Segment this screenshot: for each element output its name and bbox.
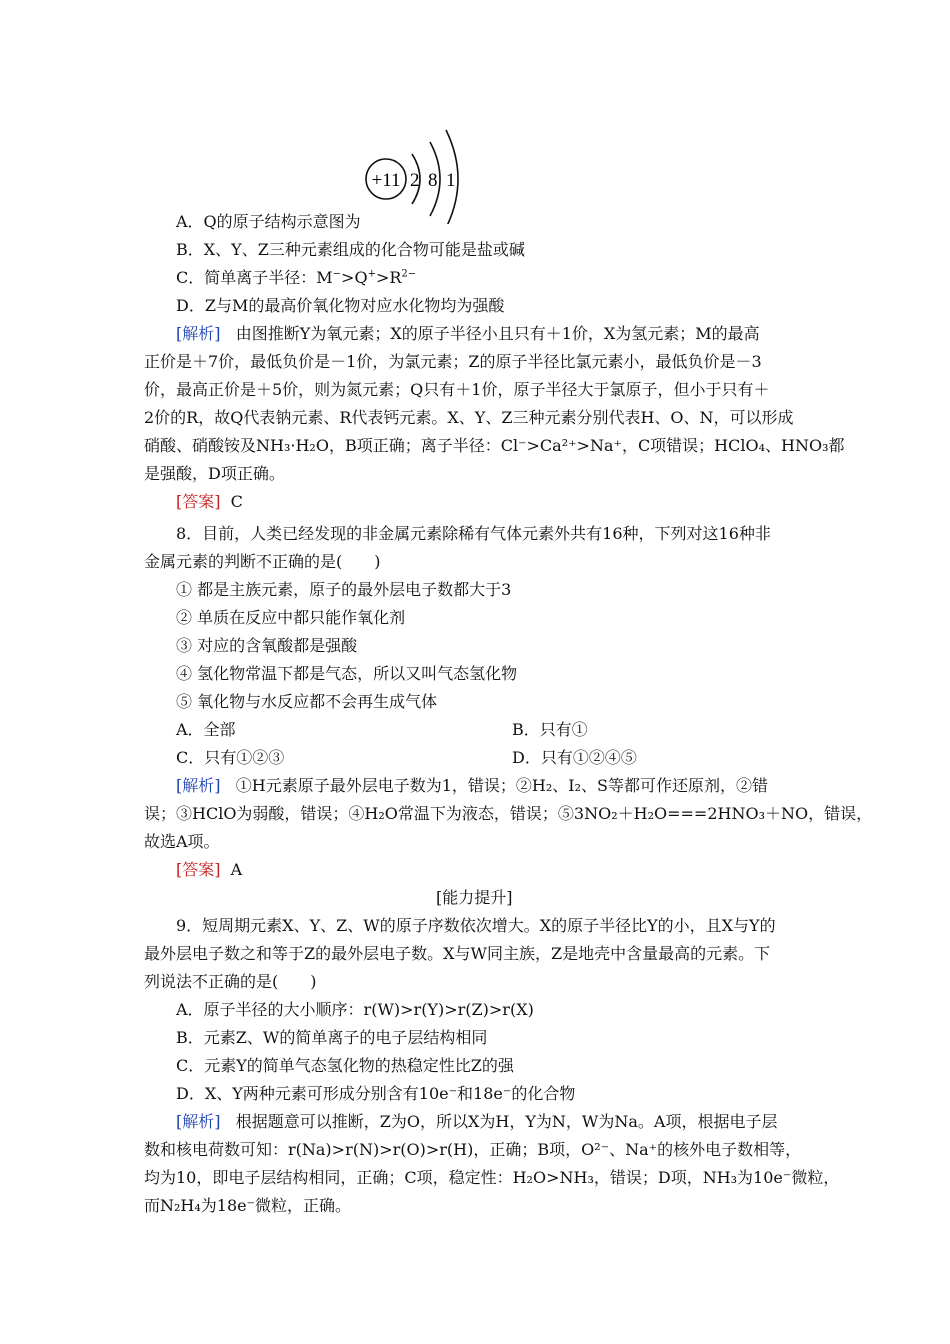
q8-item-4: ④ 氢化物常温下都是气态，所以又叫气态氢化物 xyxy=(176,664,518,683)
analysis-label: [解析] xyxy=(176,776,221,795)
q8-item-1: ① 都是主族元素，原子的最外层电子数都大于3 xyxy=(176,580,512,599)
superscript: + xyxy=(367,268,376,280)
q7-option-c-text: C．简单离子半径：M xyxy=(176,268,333,287)
q7-answer xyxy=(176,492,243,512)
q8-item-5: ⑤ 氧化物与水反应都不会再生成气体 xyxy=(176,692,438,711)
q7-analysis-line-3: 价，最高正价是＋5价，则为氮元素；Q只有＋1价，原子半径大于氯原子，但小于只有＋ xyxy=(144,380,770,399)
answer-label: [答案] xyxy=(176,860,221,879)
q7-option-c xyxy=(176,268,416,288)
q7-option-c-text: >Q xyxy=(341,268,368,287)
q8-analysis-line-1 xyxy=(176,776,768,796)
q8-option-d: D．只有①②④⑤ xyxy=(512,748,637,767)
q8-analysis-line-3: 故选A项。 xyxy=(144,832,220,851)
q7-option-d: D．Z与M的最高价氧化物对应水化物均为强酸 xyxy=(176,296,505,315)
answer-label: [答案] xyxy=(176,492,221,511)
shell-electrons-1: 2 xyxy=(410,170,420,191)
q9-analysis-line-2: 数和核电荷数可知：r(Na)>r(N)>r(O)>r(H)，正确；B项，O²⁻、Na⁺的核外电子数相等， xyxy=(144,1140,802,1159)
q9-option-b: B．元素Z、W的简单离子的电子层结构相同 xyxy=(176,1028,488,1047)
q7-analysis-line-1 xyxy=(176,324,760,344)
q9-analysis-line-4: 而N₂H₄为18e⁻微粒，正确。 xyxy=(144,1196,352,1215)
analysis-label: [解析] xyxy=(176,1112,221,1131)
analysis-text: 根据题意可以推断，Z为O，所以X为H，Y为N，W为Na。A项，根据电子层 xyxy=(235,1112,778,1131)
q8-analysis-line-2: 误；③HClO为弱酸，错误；④H₂O常温下为液态，错误；⑤3NO₂＋H₂O===2HNO₃＋NO，错误， xyxy=(144,804,873,823)
analysis-text: 由图推断Y为氧元素；X的原子半径小且只有＋1价，X为氢元素；M的最高 xyxy=(235,324,760,343)
q9-option-d: D．X、Y两种元素可形成分别含有10e⁻和18e⁻的化合物 xyxy=(176,1084,576,1103)
q8-option-c: C．只有①②③ xyxy=(176,748,285,767)
q9-option-c: C．元素Y的简单气态氢化物的热稳定性比Z的强 xyxy=(176,1056,514,1075)
shell-electrons-2: 8 xyxy=(428,170,438,191)
q9-analysis-line-3: 均为10，即电子层结构相同，正确；C项，稳定性：H₂O>NH₃，错误；D项，NH₃为10e⁻微粒， xyxy=(144,1168,840,1187)
atom-structure-diagram xyxy=(362,124,472,224)
superscript: 2− xyxy=(401,268,417,280)
q7-option-c-text: >R xyxy=(375,268,402,287)
shell-electrons-3: 1 xyxy=(446,170,456,191)
q7-option-a: A．Q的原子结构示意图为 xyxy=(176,212,361,231)
q8-item-2: ② 单质在反应中都只能作氧化剂 xyxy=(176,608,406,627)
analysis-text: ①H元素原子最外层电子数为1，错误；②H₂、I₂、S等都可作还原剂，②错 xyxy=(235,776,768,795)
q7-analysis-line-5: 硝酸、硝酸铵及NH₃·H₂O，B项正确；离子半径：Cl⁻>Ca²⁺>Na⁺，C项错误；HClO₄、HNO₃都 xyxy=(144,436,845,455)
q9-analysis-line-1 xyxy=(176,1112,777,1132)
q8-answer xyxy=(176,860,242,880)
q8-option-a: A．全部 xyxy=(176,720,236,739)
q7-analysis-line-6: 是强酸，D项正确。 xyxy=(144,464,285,483)
q8-option-b: B．只有① xyxy=(512,720,588,739)
q8-stem-line-1: 8．目前，人类已经发现的非金属元素除稀有气体元素外共有16种，下列对这16种非 xyxy=(176,524,771,543)
q9-stem-line-3: 列说法不正确的是( ) xyxy=(144,972,317,991)
q9-stem-line-2: 最外层电子数之和等于Z的最外层电子数。X与W同主族，Z是地壳中含量最高的元素。下 xyxy=(144,944,771,963)
answer-value: C xyxy=(230,492,243,511)
answer-value: A xyxy=(230,860,243,879)
superscript: − xyxy=(332,268,342,280)
analysis-label: [解析] xyxy=(176,324,221,343)
q9-stem-line-1: 9．短周期元素X、Y、Z、W的原子序数依次增大。X的原子半径比Y的小，且X与Y的 xyxy=(176,916,776,935)
q8-stem-line-2: 金属元素的判断不正确的是( ) xyxy=(144,552,381,571)
q7-option-b: B．X、Y、Z三种元素组成的化合物可能是盐或碱 xyxy=(176,240,525,259)
q8-item-3: ③ 对应的含氧酸都是强酸 xyxy=(176,636,358,655)
q7-analysis-line-2: 正价是＋7价，最低负价是－1价，为氯元素；Z的原子半径比氯元素小，最低负价是－3 xyxy=(144,352,762,371)
nucleus-charge: +11 xyxy=(371,170,401,191)
q9-option-a: A．原子半径的大小顺序：r(W)>r(Y)>r(Z)>r(X) xyxy=(176,1000,534,1019)
section-title: [能力提升] xyxy=(436,888,513,907)
q7-analysis-line-4: 2价的R，故Q代表钠元素、R代表钙元素。X、Y、Z三种元素分别代表H、O、N，可以形成 xyxy=(144,408,794,427)
